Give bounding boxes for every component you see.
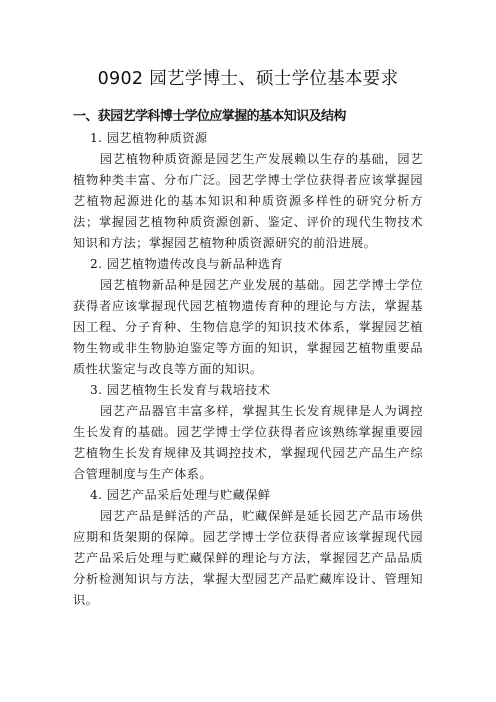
section-heading: 一、获园艺学科博士学位应掌握的基本知识及结构 [73,109,346,124]
subsection-paragraph-2: 园艺植物新品种是园艺产业发展的基础。园艺学博士学位获得者应该掌握现代园艺植物遗传育种的理论与方法，掌握基因工程、分子育种、生物信息学的知识技术体系，掌握园艺植物生物或非生物胁迫鉴定等方面的知识，掌握园艺植物重要品质性状鉴定与改良等方面的知识。 [73,278,423,376]
subsection-paragraph-1: 园艺植物种质资源是园艺生产发展赖以生存的基础，园艺植物种类丰富、分布广泛。园艺学博士学位获得者应该掌握园艺植物起源进化的基本知识和种质资源多样性的研究分析方法；掌握园艺植物种质资源创新、鉴定、评价的现代生物技术知识和方法；掌握园艺植物种质资源研究的前沿进展。 [73,152,423,250]
document-body [73,106,423,611]
subsection-heading-2: 2. 园艺植物遗传改良与新品种选育 [90,257,283,271]
subsection-heading-3: 3. 园艺植物生长发育与栽培技术 [90,383,271,397]
subsection-paragraph-4: 园艺产品是鲜活的产品，贮藏保鲜是延长园艺产品市场供应期和货架期的保障。园艺学博士学位获得者应该掌握现代园艺产品采后处理与贮藏保鲜的理论与方法，掌握园艺产品品质分析检测知识与方法，掌握大型园艺产品贮藏库设计、管理知识。 [73,509,423,607]
subsection-paragraph-3: 园艺产品器官丰富多样，掌握其生长发育规律是人为调控生长发育的基础。园艺学博士学位获得者应该熟练掌握重要园艺植物生长发育规律及其调控技术，掌握现代园艺产品生产综合管理制度与生产体系。 [73,404,423,481]
document-title: 0902 园艺学博士、硕士学位基本要求 [97,69,399,89]
subsection-heading-4: 4. 园艺产品采后处理与贮藏保鲜 [90,488,271,502]
subsection-heading-1: 1. 园艺植物种质资源 [90,131,208,145]
